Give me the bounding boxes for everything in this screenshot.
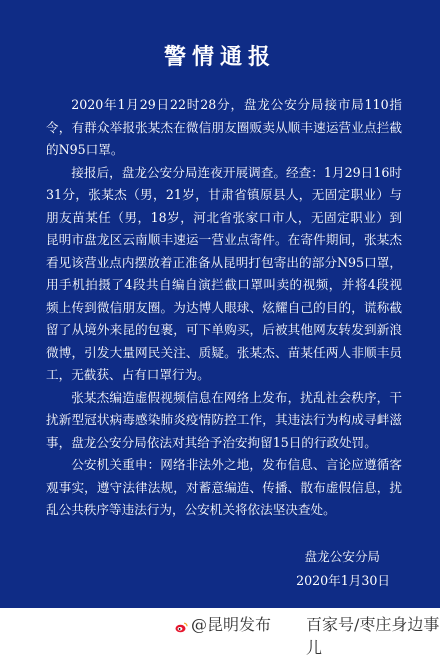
- weibo-watermark: [175, 612, 271, 635]
- notice-signature: [296, 545, 390, 593]
- weibo-icon: [175, 618, 188, 629]
- notice-paragraph: 公安机关重申：网络非法外之地，发布信息、言论应遵循客观事实，遵守法律法规，对蓄意编造、传播、散布虚假信息，扰乱公共秩序等违法行为，公安机关将依法坚决查处。: [46, 457, 402, 517]
- notice-body: [46, 94, 402, 522]
- notice-paragraph: 2020年1月29日22时28分，盘龙公安分局接市局110指令，有群众举报张某杰在微信朋友圈贩卖从顺丰速运营业点拦截的N95口罩。: [46, 97, 402, 157]
- baijiahao-watermark: 百家号/枣庄身边事儿: [306, 615, 440, 657]
- notice-paragraph: 接报后，盘龙公安分局连夜开展调查。经查：1月29日16时31分，张某杰（男，21岁，甘肃省镇原县人，无固定职业）与朋友苗某任（男，18岁，河北省张家口市人，无固定职业）到昆明市盘龙区云南顺丰速运一营业点寄件。在寄件期间，张某杰看见该营业点内摆放着正准备从昆明打包寄出的部分N95口罩，用手机拍摄了4段共自编自演拦截口罩叫卖的视频，并将4段视频上传到微信朋友圈。为达博人眼球、炫耀自己的目的，谎称截留了从境外来昆的包裹，可下单购买，后被其他网友转发到新浪微博，引发大量网民关注、质疑。张某杰、苗某任两人非顺丰员工，无截获、占有口罩行为。: [46, 164, 402, 382]
- notice-title: 警情通报: [163, 45, 276, 70]
- notice-paragraph: 张某杰编造虚假视频信息在网络上发布，扰乱社会秩序，干扰新型冠状病毒感染肺炎疫情防控工作，其违法行为构成寻衅滋事，盘龙公安分局依法对其给予治安拘留15日的行政处罚。: [46, 389, 402, 450]
- signature-org: 盘龙公安分局: [304, 549, 380, 564]
- signature-date: 2020年1月30日: [296, 573, 390, 588]
- weibo-watermark-text: @昆明发布: [191, 615, 272, 634]
